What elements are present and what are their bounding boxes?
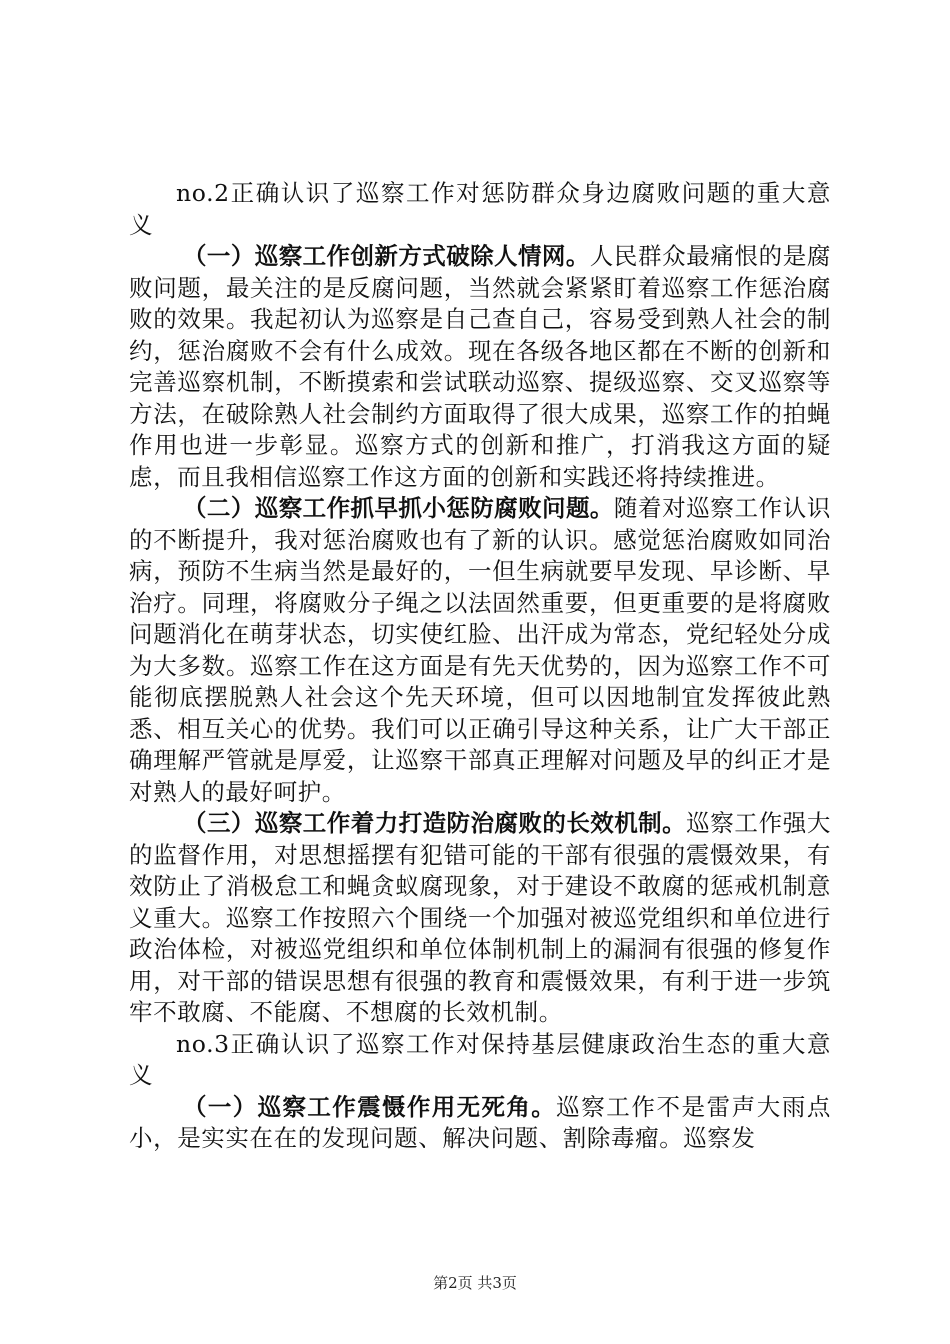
- section-heading-text: no.2正确认识了巡察工作对惩防群众身边腐败问题的重大意义: [129, 179, 831, 239]
- page-footer: [0, 1272, 950, 1293]
- paragraph-3: [129, 808, 831, 1029]
- paragraph-2: [129, 493, 831, 808]
- page-number-label: 第2页 共3页: [433, 1274, 517, 1292]
- paragraph-1: [129, 241, 831, 493]
- paragraph-text: 巡察工作不是雷声大雨点小，是实实在在的发现问题、解决问题、割除毒瘤。巡察发: [129, 1092, 831, 1152]
- paragraph-lead: （二）巡察工作抓早抓小惩防腐败问题。: [183, 494, 614, 522]
- paragraph-text: 巡察工作强大的监督作用，对思想摇摆有犯错可能的干部有很强的震慑效果，有效防止了消极怠工和蝇贪蚁腐现象，对于建设不敢腐的惩戒机制意义重大。巡察工作按照六个围绕一个加强对被巡党组织和单位进行政治体检，对被巡党组织和单位体制机制上的漏洞有很强的修复作用，对干部的错误思想有很强的教育和震慑效果，有利于进一步筑牢不敢腐、不能腐、不想腐的长效机制。: [129, 809, 831, 1026]
- paragraph-lead: （三）巡察工作着力打造防治腐败的长效机制。: [183, 809, 687, 837]
- document-body: [129, 178, 831, 1155]
- paragraph-text: 随着对巡察工作认识的不断提升，我对惩治腐败也有了新的认识。感觉惩治腐败如同治病，预防不生病当然是最好的，一但生病就要早发现、早诊断、早治疗。同理，将腐败分子绳之以法固然重要，但更重要的是将腐败问题消化在萌芽状态，切实使红脸、出汗成为常态，党纪轻处分成为大多数。巡察工作在这方面是有先天优势的，因为巡察工作不可能彻底摆脱熟人社会这个先天环境，但可以因地制宜发挥彼此熟悉、相互关心的优势。我们可以正确引导这种关系，让广大干部正确理解严管就是厚爱，让巡察干部真正理解对问题及早的纠正才是对熟人的最好呵护。: [129, 494, 832, 806]
- section-heading-no3: [129, 1029, 831, 1092]
- section-heading-text: no.3正确认识了巡察工作对保持基层健康政治生态的重大意义: [129, 1029, 831, 1089]
- paragraph-lead: （一）巡察工作震慑作用无死角。: [183, 1092, 557, 1121]
- paragraph-lead: （一）巡察工作创新方式破除人情网。: [183, 242, 590, 270]
- paragraph-4: [129, 1092, 831, 1155]
- paragraph-text: 人民群众最痛恨的是腐败问题，最关注的是反腐问题，当然就会紧紧盯着巡察工作惩治腐败的效果。我起初认为巡察是自己查自己，容易受到熟人社会的制约，惩治腐败不会有什么成效。现在各级各地区都在不断的创新和完善巡察机制，不断摸索和尝试联动巡察、提级巡察、交叉巡察等方法，在破除熟人社会制约方面取得了很大成果，巡察工作的拍蝇作用也进一步彰显。巡察方式的创新和推广，打消我这方面的疑虑，而且我相信巡察工作这方面的创新和实践还将持续推进。: [129, 242, 831, 491]
- section-heading-no2: [129, 178, 831, 241]
